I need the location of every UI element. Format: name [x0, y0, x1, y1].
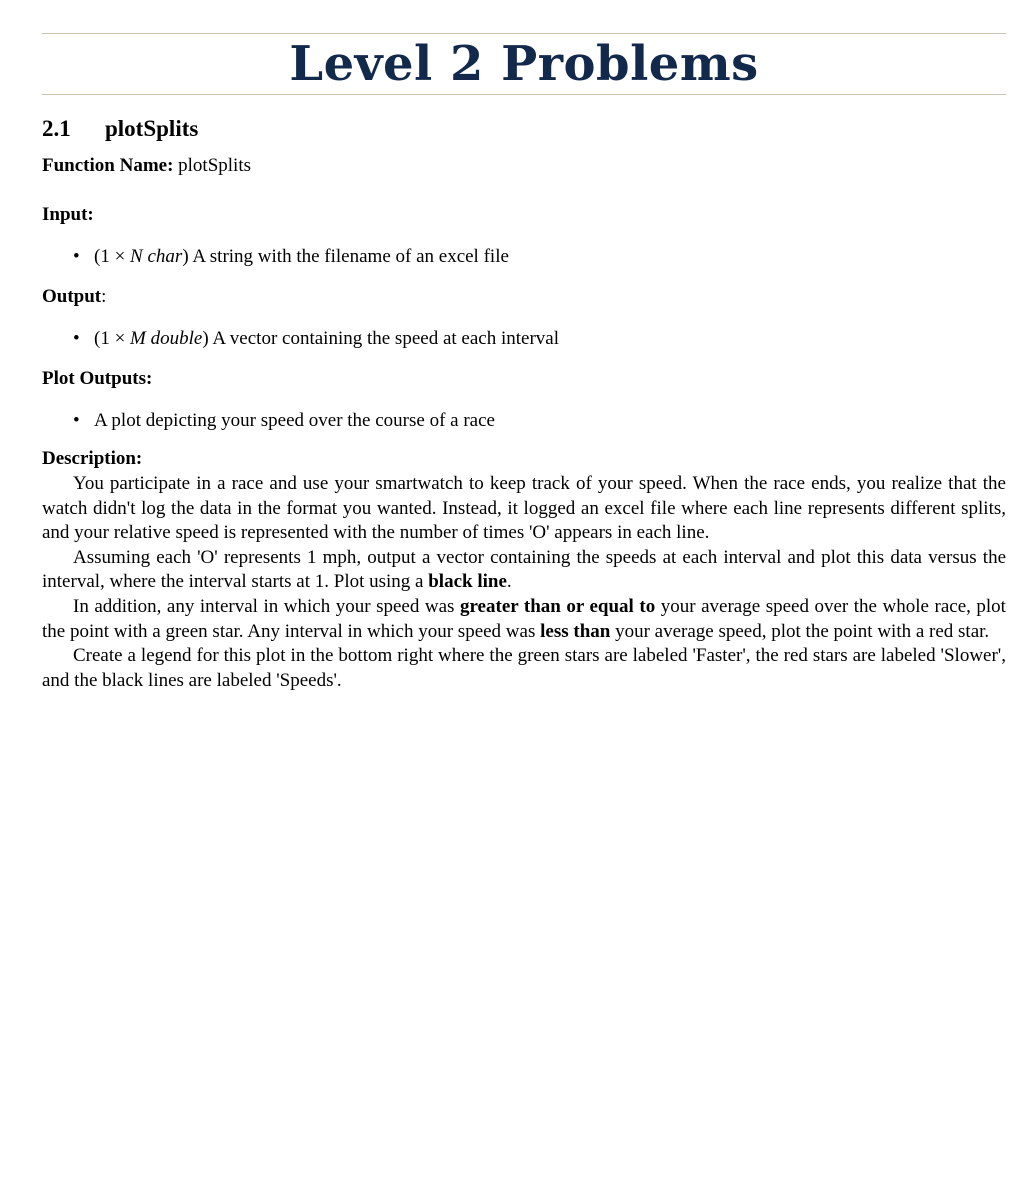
item-text: A vector containing the speed at each interval	[208, 328, 559, 349]
output-label: Output	[42, 286, 102, 307]
type-open: (1	[94, 328, 115, 349]
bullet-icon: •	[73, 246, 80, 267]
text-run: your average speed, plot the point with a red star.	[610, 620, 990, 642]
text-run: In addition, any interval in which your speed was	[73, 595, 460, 617]
bullet-icon: •	[73, 328, 80, 349]
list-item	[42, 409, 1006, 433]
item-text: A string with the filename of an excel file	[188, 246, 509, 267]
description-label: Description:	[42, 448, 143, 469]
list-item	[42, 245, 1006, 269]
plot-outputs-label: Plot Outputs:	[42, 368, 153, 389]
description-paragraph-3	[42, 595, 1006, 644]
input-list	[42, 245, 1006, 269]
description-paragraph-2	[42, 546, 1006, 595]
section-title: plotSplits	[105, 116, 199, 141]
item-text: A plot depicting your speed over the course of a race	[94, 410, 495, 431]
description-paragraph-4: Create a legend for this plot in the bottom right where the green stars are labeled 'Faster', the red stars are labeled 'Slower', and the black lines are labeled 'Speeds'.	[42, 645, 1006, 691]
title-bottom-rule	[42, 94, 1006, 95]
output-colon: :	[101, 286, 107, 307]
emphasis-less-than: less than	[540, 620, 611, 642]
text-run: Assuming each 'O' represents 1 mph, output a vector containing the speeds at each interval and plot this data versus the interval, where the interval starts at 1. Plot using a	[42, 546, 1006, 593]
function-name-label: Function Name:	[42, 155, 174, 176]
page-title: Level 2 Problems	[289, 36, 759, 92]
description-body	[42, 472, 1006, 693]
dimension-var: N	[130, 246, 143, 267]
type-close: )	[202, 328, 209, 349]
bullet-icon: •	[73, 410, 80, 431]
list-item	[42, 327, 1006, 351]
description-paragraph-1: You participate in a race and use your smartwatch to keep track of your speed. When the race ends, you realize that the watch didn't log the data in the format you wanted. Instead, it logged an excel file where each line represents different splits, and your relative speed is represented with the number of times 'O' appears in each line.	[42, 473, 1006, 544]
emphasis-greater-equal: greater than or equal to	[459, 595, 656, 617]
text-run: your average speed over the whole race, plot the point with a green star. Any interval in which your speed was	[42, 595, 1006, 642]
output-list	[42, 327, 1006, 351]
section-number: 2.1	[42, 116, 71, 141]
plot-outputs-list	[42, 409, 1006, 433]
dimension-var: M	[130, 328, 146, 349]
section-heading	[42, 115, 1006, 143]
type-open: (1	[94, 246, 115, 267]
function-name-line	[42, 154, 1006, 178]
output-label-line	[42, 285, 1006, 309]
times-symbol: ×	[114, 246, 126, 267]
text-run: .	[506, 571, 512, 593]
document-page	[42, 0, 1006, 693]
type-name: double	[150, 328, 203, 349]
input-label: Input:	[42, 204, 94, 225]
emphasis-black-line: black line	[428, 571, 507, 593]
function-name-value: plotSplits	[178, 155, 252, 176]
type-name: char	[147, 246, 183, 267]
type-close: )	[182, 246, 189, 267]
times-symbol: ×	[114, 328, 126, 349]
